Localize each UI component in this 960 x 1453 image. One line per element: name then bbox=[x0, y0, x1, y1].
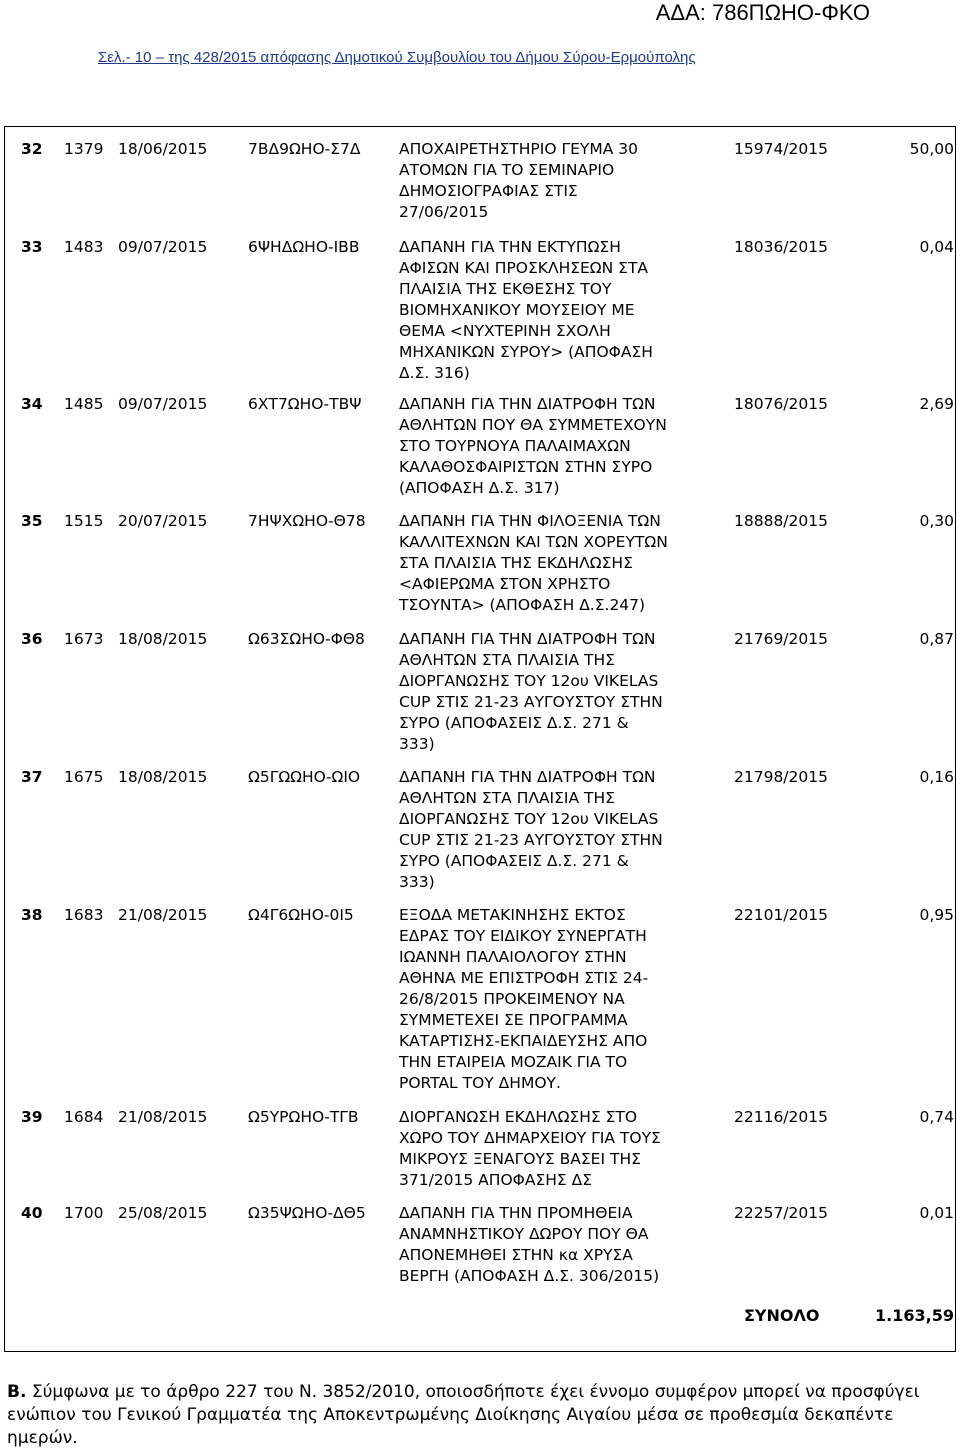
row-reference: 15974/2015 bbox=[734, 140, 828, 158]
row-amount: 0,95 bbox=[919, 906, 954, 924]
row-number: 37 bbox=[21, 768, 43, 786]
row-reference: 22257/2015 bbox=[734, 1204, 828, 1222]
row-description: ΔΑΠΑΝΗ ΓΙΑ ΤΗΝ ΦΙΛΟΞΕΝΙΑ ΤΩΝ ΚΑΛΛΙΤΕΧΝΩΝ ΚΑΙ ΤΩΝ ΧΟΡΕΥΤΩΝ ΣΤΑ ΠΛΑΙΣΙΑ ΤΗΣ ΕΚΔΗΛΩΣΗΣ <ΑΦΙΕΡΩΜΑ ΣΤΟΝ ΧΡΗΣΤΟ ΤΣΟΥΝΤΑ> (ΑΠΟΦΑΣΗ Δ.Σ.247) bbox=[399, 512, 668, 614]
row-date: 18/06/2015 bbox=[118, 140, 208, 158]
row-amount: 0,30 bbox=[919, 512, 954, 530]
row-number: 38 bbox=[21, 906, 43, 924]
row-date: 18/08/2015 bbox=[118, 630, 208, 648]
footer-paragraph bbox=[7, 1381, 952, 1450]
protocol-number: 1683 bbox=[64, 906, 104, 924]
row-reference: 21769/2015 bbox=[734, 630, 828, 648]
row-ada-code: 6ΨΗΔΩΗΟ-ΙΒΒ bbox=[248, 238, 360, 256]
row-amount: 50,00 bbox=[909, 140, 954, 158]
row-amount: 0,74 bbox=[919, 1108, 954, 1126]
row-ada-code: Ω5ΥΡΩΗΟ-ΤΓΒ bbox=[248, 1108, 359, 1126]
row-description: ΔΑΠΑΝΗ ΓΙΑ ΤΗΝ ΔΙΑΤΡΟΦΗ ΤΩΝ ΑΘΛΗΤΩΝ ΠΟΥ ΘΑ ΣΥΜΜΕΤΕΧΟΥΝ ΣΤΟ ΤΟΥΡΝΟΥΑ ΠΑΛΑΙΜΑΧΩΝ ΚΑΛΑΘΟΣΦΑΙΡΙΣΤΩΝ ΣΤΗΝ ΣΥΡΟ (ΑΠΟΦΑΣΗ Δ.Σ. 317) bbox=[399, 395, 667, 497]
row-number: 33 bbox=[21, 238, 43, 256]
protocol-number: 1673 bbox=[64, 630, 104, 648]
protocol-number: 1675 bbox=[64, 768, 104, 786]
row-amount: 0,87 bbox=[919, 630, 954, 648]
row-number: 40 bbox=[21, 1204, 43, 1222]
row-ada-code: Ω35ΨΩΗΟ-ΔΘ5 bbox=[248, 1204, 366, 1222]
ada-code-header: ΑΔΑ: 786ΠΩΗΟ-ΦΚΟ bbox=[655, 0, 870, 25]
row-ada-code: 7ΗΨΧΩΗΟ-Θ78 bbox=[248, 512, 366, 530]
row-reference: 18888/2015 bbox=[734, 512, 828, 530]
row-date: 09/07/2015 bbox=[118, 238, 208, 256]
protocol-number: 1379 bbox=[64, 140, 104, 158]
row-number: 39 bbox=[21, 1108, 43, 1126]
row-ada-code: 7ΒΔ9ΩΗΟ-Σ7Δ bbox=[248, 140, 361, 158]
row-description: ΔΑΠΑΝΗ ΓΙΑ ΤΗΝ ΕΚΤΥΠΩΣΗ ΑΦΙΣΩΝ ΚΑΙ ΠΡΟΣΚΛΗΣΕΩΝ ΣΤΑ ΠΛΑΙΣΙΑ ΤΗΣ ΕΚΘΕΣΗΣ ΤΟΥ ΒΙΟΜΗΧΑΝΙΚΟΥ ΜΟΥΣΕΙΟΥ ΜΕ ΘΕΜΑ <ΝΥΧΤΕΡΙΝΗ ΣΧΟΛΗ ΜΗΧΑΝΙΚΩΝ ΣΥΡΟΥ> (ΑΠΟΦΑΣΗ Δ.Σ. 316) bbox=[399, 238, 653, 382]
row-amount: 0,01 bbox=[919, 1204, 954, 1222]
row-number: 35 bbox=[21, 512, 43, 530]
protocol-number: 1483 bbox=[64, 238, 104, 256]
protocol-number: 1485 bbox=[64, 395, 104, 413]
row-ada-code: 6ΧΤ7ΩΗΟ-ΤΒΨ bbox=[248, 395, 362, 413]
row-reference: 22101/2015 bbox=[734, 906, 828, 924]
row-date: 21/08/2015 bbox=[118, 1108, 208, 1126]
row-date: 09/07/2015 bbox=[118, 395, 208, 413]
row-number: 36 bbox=[21, 630, 43, 648]
row-date: 18/08/2015 bbox=[118, 768, 208, 786]
page-reference-link[interactable]: Σελ.- 10 – της 428/2015 απόφασης Δημοτικού Συμβουλίου του Δήμου Σύρου-Ερμούπολης bbox=[98, 49, 696, 66]
total-label: ΣΥΝΟΛΟ bbox=[744, 1306, 820, 1325]
row-ada-code: Ω5ΓΩΩΗΟ-ΩΙΟ bbox=[248, 768, 361, 786]
protocol-number: 1700 bbox=[64, 1204, 104, 1222]
row-ada-code: Ω4Γ6ΩΗΟ-0Ι5 bbox=[248, 906, 354, 924]
row-description: ΔΑΠΑΝΗ ΓΙΑ ΤΗΝ ΠΡΟΜΗΘΕΙΑ ΑΝΑΜΝΗΣΤΙΚΟΥ ΔΩΡΟΥ ΠΟΥ ΘΑ ΑΠΟΝΕΜΗΘΕΙ ΣΤΗΝ κα ΧΡΥΣΑ ΒΕΡΓΗ (ΑΠΟΦΑΣΗ Δ.Σ. 306/2015) bbox=[399, 1204, 660, 1285]
protocol-number: 1515 bbox=[64, 512, 104, 530]
row-amount: 2,69 bbox=[919, 395, 954, 413]
row-number: 34 bbox=[21, 395, 43, 413]
row-reference: 21798/2015 bbox=[734, 768, 828, 786]
row-description: ΔΙΟΡΓΑΝΩΣΗ ΕΚΔΗΛΩΣΗΣ ΣΤΟ ΧΩΡΟ ΤΟΥ ΔΗΜΑΡΧΕΙΟΥ ΓΙΑ ΤΟΥΣ ΜΙΚΡΟΥΣ ΞΕΝΑΓΟΥΣ ΒΑΣΕΙ ΤΗΣ 371/2015 ΑΠΟΦΑΣΗΣ ΔΣ bbox=[399, 1108, 661, 1189]
row-date: 25/08/2015 bbox=[118, 1204, 208, 1222]
row-date: 20/07/2015 bbox=[118, 512, 208, 530]
row-reference: 22116/2015 bbox=[734, 1108, 828, 1126]
protocol-number: 1684 bbox=[64, 1108, 104, 1126]
row-number: 32 bbox=[21, 140, 43, 158]
row-date: 21/08/2015 bbox=[118, 906, 208, 924]
row-amount: 0,04 bbox=[919, 238, 954, 256]
footer-text: Σύμφωνα με το άρθρο 227 του Ν. 3852/2010, οποιοσδήποτε έχει έννομο συμφέρον μπορεί να προσφύγει ενώπιον του Γενικού Γραμματέα της Αποκεντρωμένης Διοίκησης Αιγαίου μέσα σε προθεσμία δεκαπέντε ημερών. bbox=[7, 1382, 920, 1448]
row-reference: 18076/2015 bbox=[734, 395, 828, 413]
row-ada-code: Ω63ΣΩΗΟ-ΦΘ8 bbox=[248, 630, 365, 648]
row-description: ΑΠΟΧΑΙΡΕΤΗΣΤΗΡΙΟ ΓΕΥΜΑ 30 ΑΤΟΜΩΝ ΓΙΑ ΤΟ ΣΕΜΙΝΑΡΙΟ ΔΗΜΟΣΙΟΓΡΑΦΙΑΣ ΣΤΙΣ 27/06/2015 bbox=[399, 140, 639, 221]
row-amount: 0,16 bbox=[919, 768, 954, 786]
footer-lead: Β. bbox=[7, 1382, 27, 1402]
row-description: ΕΞΟΔΑ ΜΕΤΑΚΙΝΗΣΗΣ ΕΚΤΟΣ ΕΔΡΑΣ ΤΟΥ ΕΙΔΙΚΟΥ ΣΥΝΕΡΓΑΤΗ ΙΩΑΝΝΗ ΠΑΛΑΙΟΛΟΓΟΥ ΣΤΗΝ ΑΘΗΝΑ ΜΕ ΕΠΙΣΤΡΟΦΗ ΣΤΙΣ 24- 26/8/2015 ΠΡΟΚΕΙΜΕΝΟΥ ΝΑ ΣΥΜΜΕΤΕΧΕΙ ΣΕ ΠΡΟΓΡΑΜΜΑ ΚΑΤΑΡΤΙΣΗΣ-ΕΚΠΑΙΔΕΥΣΗΣ ΑΠΟ ΤΗΝ ΕΤΑΙΡΕΙΑ ΜΟΖΑΙΚ ΓΙΑ ΤΟ PORTAL ΤΟΥ ΔΗΜΟΥ. bbox=[399, 906, 649, 1092]
total-value: 1.163,59 bbox=[875, 1306, 954, 1325]
row-description: ΔΑΠΑΝΗ ΓΙΑ ΤΗΝ ΔΙΑΤΡΟΦΗ ΤΩΝ ΑΘΛΗΤΩΝ ΣΤΑ ΠΛΑΙΣΙΑ ΤΗΣ ΔΙΟΡΓΑΝΩΣΗΣ ΤΟΥ 12ου VIKELAS CUP ΣΤΙΣ 21-23 ΑΥΓΟΥΣΤΟΥ ΣΤΗΝ ΣΥΡΟ (ΑΠΟΦΑΣΕΙΣ Δ.Σ. 271 & 333) bbox=[399, 768, 663, 891]
row-description: ΔΑΠΑΝΗ ΓΙΑ ΤΗΝ ΔΙΑΤΡΟΦΗ ΤΩΝ ΑΘΛΗΤΩΝ ΣΤΑ ΠΛΑΙΣΙΑ ΤΗΣ ΔΙΟΡΓΑΝΩΣΗΣ ΤΟΥ 12ου VIKELAS CUP ΣΤΙΣ 21-23 ΑΥΓΟΥΣΤΟΥ ΣΤΗΝ ΣΥΡΟ (ΑΠΟΦΑΣΕΙΣ Δ.Σ. 271 & 333) bbox=[399, 630, 663, 753]
row-reference: 18036/2015 bbox=[734, 238, 828, 256]
